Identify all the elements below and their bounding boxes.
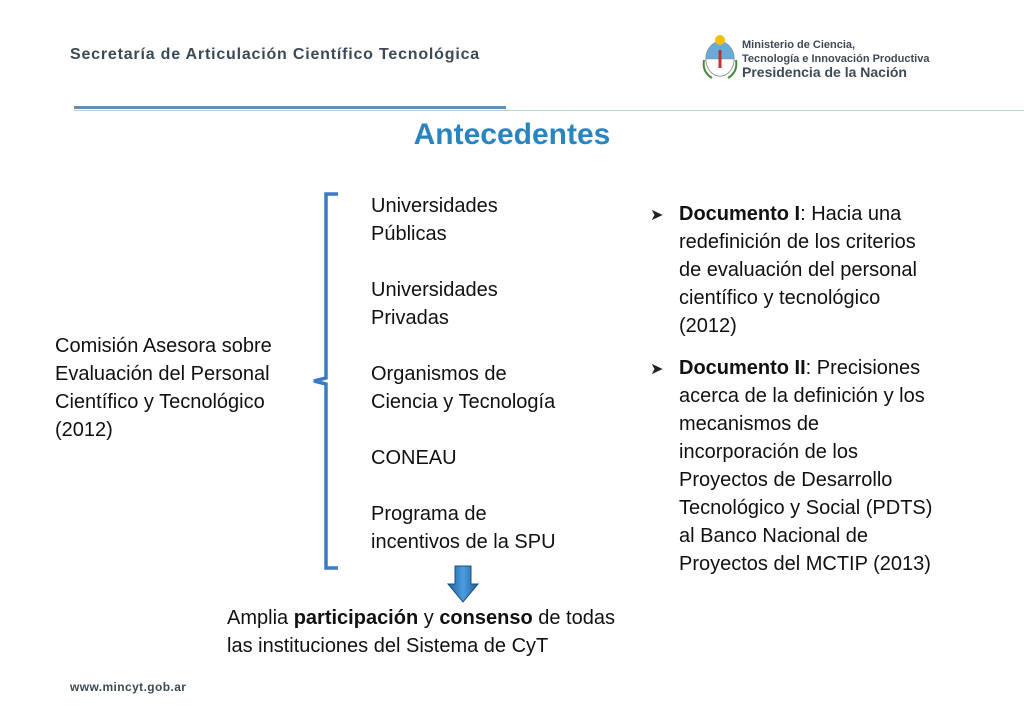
ministry-line-2: Tecnología e Innovación Productiva [742, 53, 930, 65]
conclusion-text: Amplia participación y consenso de todas las instituciones del Sistema de CyT [227, 607, 615, 657]
brace-bracket [312, 190, 342, 572]
documents-list [650, 200, 980, 592]
footer-url[interactable]: www.mincyt.gob.ar [70, 680, 187, 694]
ministry-line-1: Ministerio de Ciencia, [742, 39, 856, 51]
commission-line: Evaluación del Personal [55, 363, 270, 385]
member-item: Universidades Privadas [371, 279, 498, 329]
commission-line: (2012) [55, 419, 113, 441]
arrow-bullet-icon: ➤ [650, 207, 664, 224]
coat-of-arms-logo [700, 32, 740, 80]
member-item: Universidades Públicas [371, 195, 498, 245]
ministry-line-3: Presidencia de la Nación [742, 64, 907, 80]
down-arrow-icon [446, 564, 480, 604]
header-divider-thin [74, 110, 1024, 111]
header-title: Secretaría de Articulación Científico Tecnológica [70, 46, 480, 63]
arrow-bullet-icon: ➤ [650, 361, 664, 378]
slide-title: Antecedentes [413, 118, 611, 151]
commission-text [55, 332, 320, 444]
document-item: ➤ Documento II: Precisiones acerca de la definición y los mecanismos de incorporación de los Proyectos de Desarrollo Tecnológico y Social (PDTS) al Banco Nacional de Proyectos del MCTIP (2013) [650, 357, 933, 575]
member-item: Programa de incentivos de la SPU [371, 503, 556, 553]
document-item: ➤ Documento I: Hacia una redefinición de los criterios de evaluación del personal científico y tecnológico (2012) [650, 203, 917, 337]
member-item: Organismos de Ciencia y Tecnología [371, 363, 556, 413]
commission-line: Científico y Tecnológico [55, 391, 265, 413]
header-divider-thick [74, 106, 506, 109]
members-list [371, 192, 611, 584]
commission-line: Comisión Asesora sobre [55, 335, 272, 357]
member-item: CONEAU [371, 447, 457, 469]
